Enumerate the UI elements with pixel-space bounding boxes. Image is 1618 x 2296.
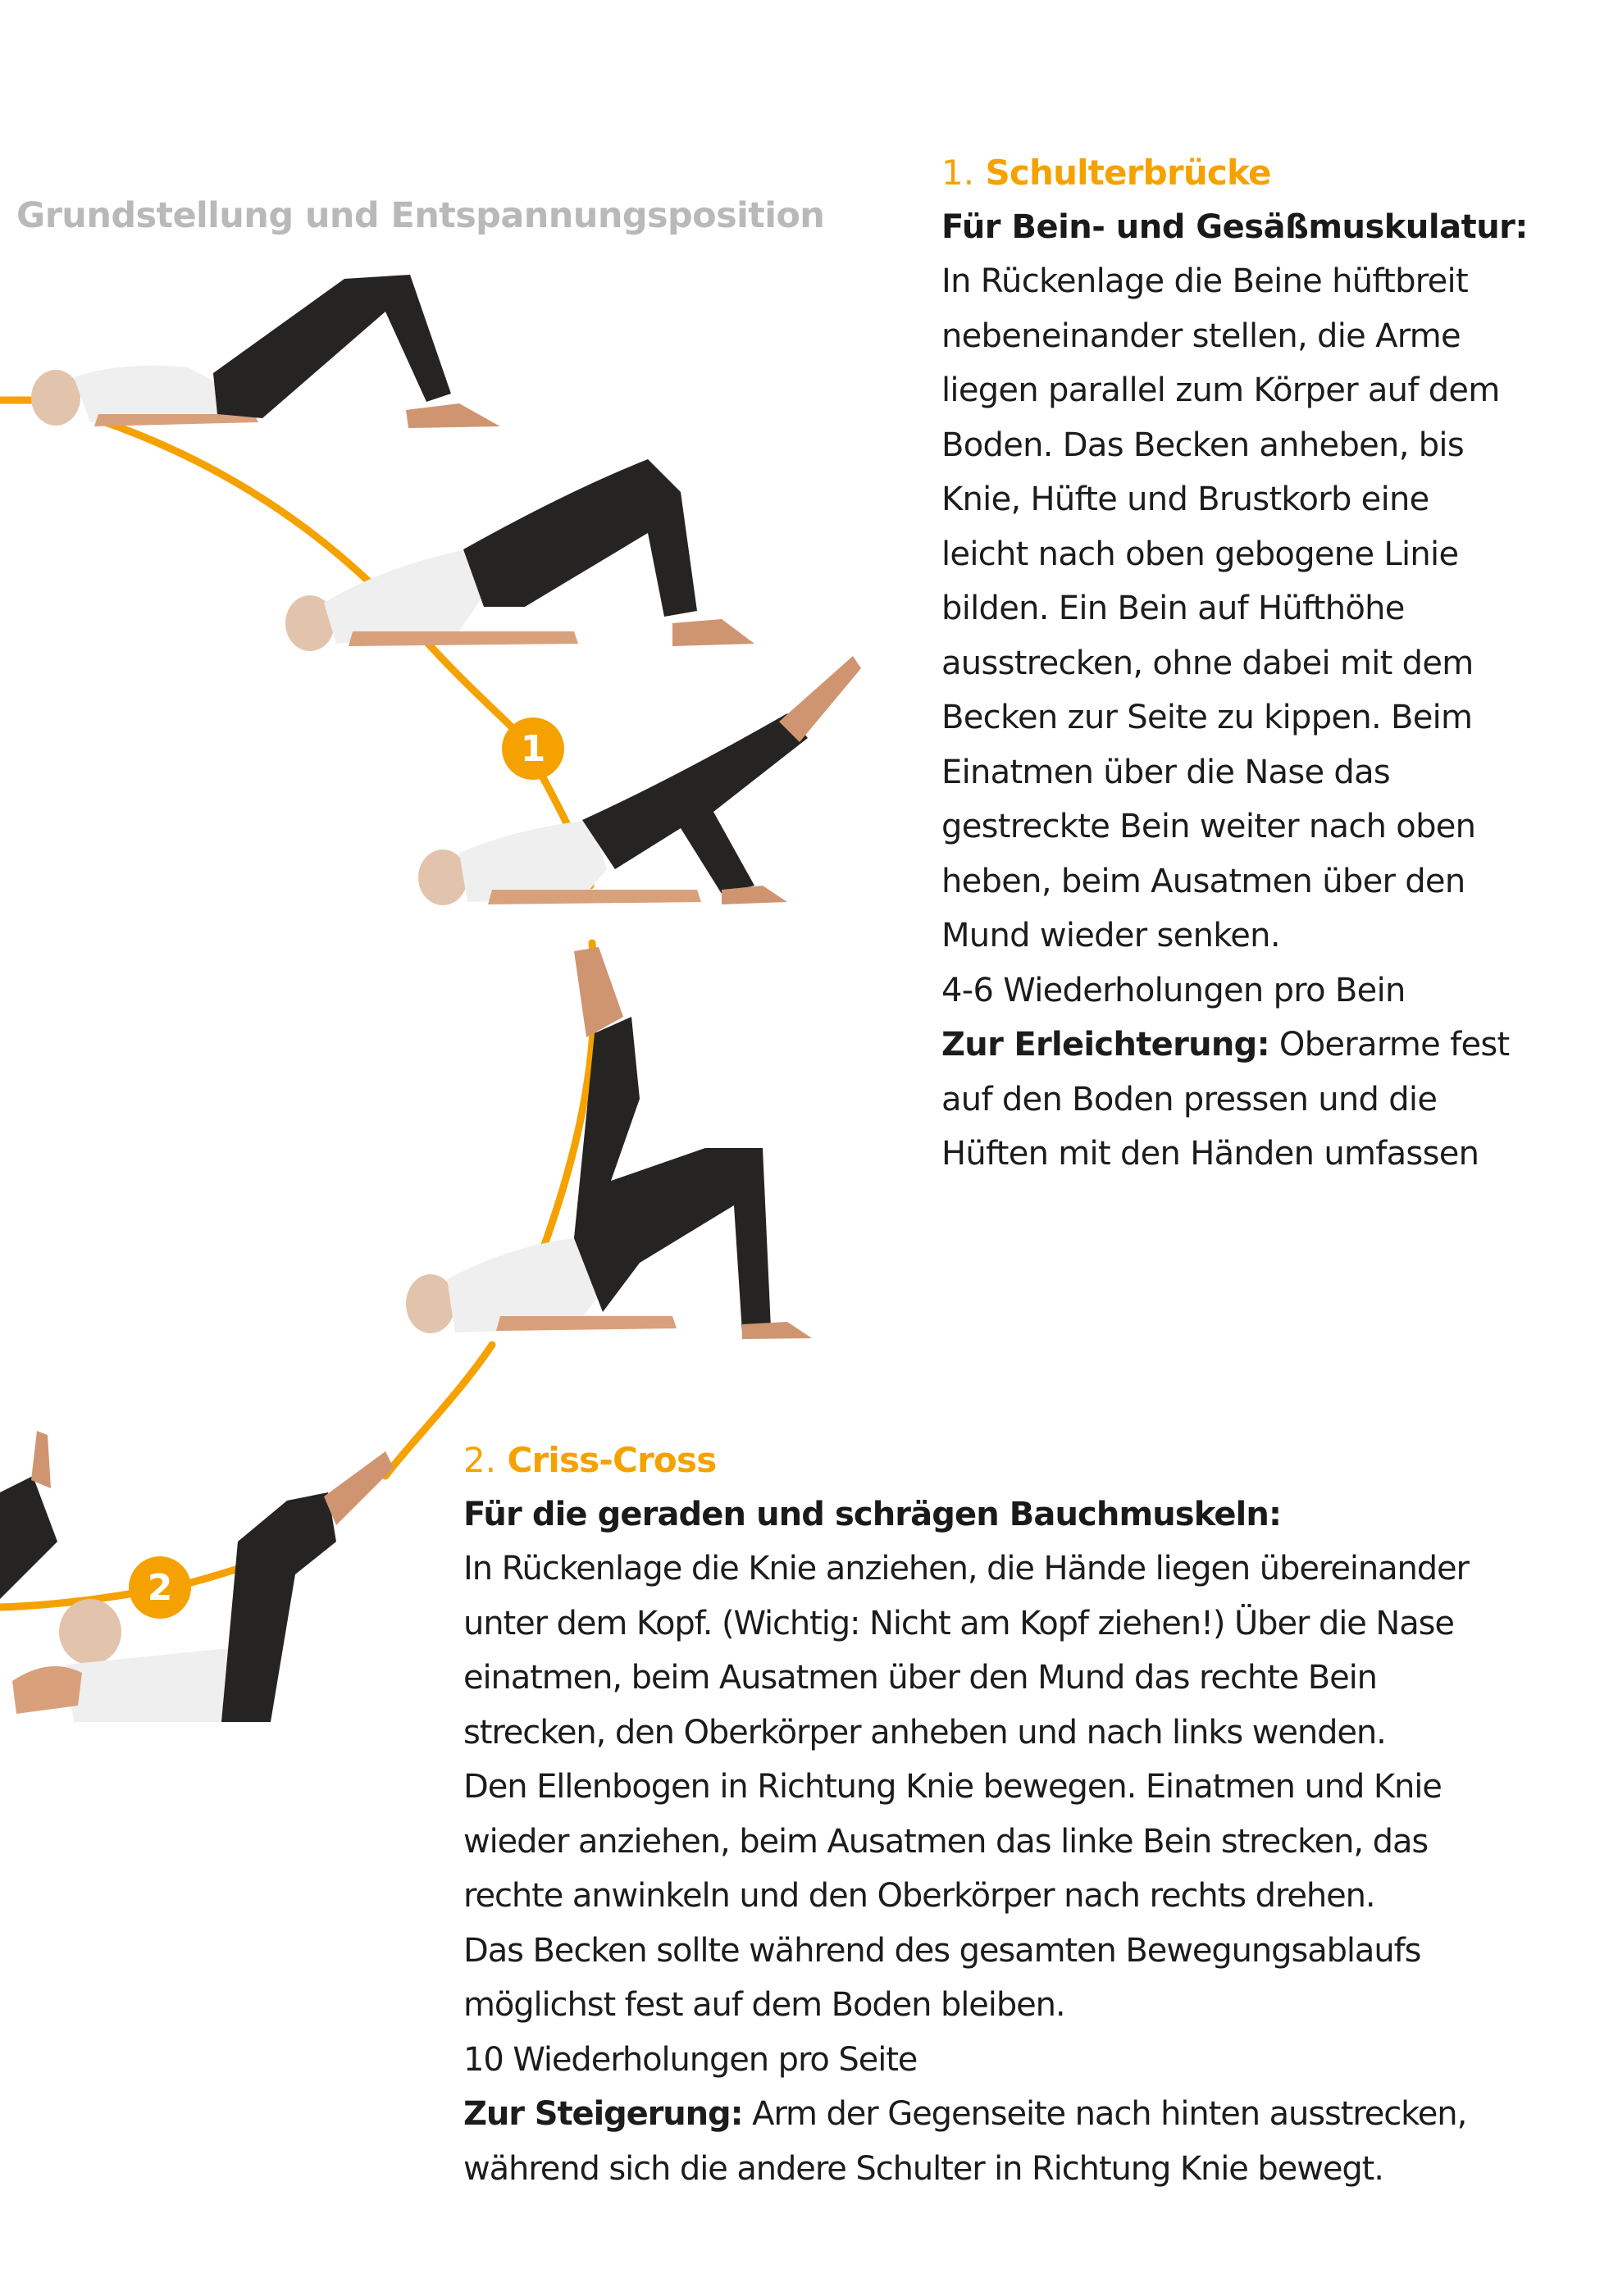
instruction-line: Mund wieder senken. — [941, 917, 1280, 954]
step-marker-label: 1 — [520, 727, 546, 770]
instruction-line: wieder anziehen, beim Ausatmen das linke Bein strecken, das — [463, 1822, 1429, 1861]
instruction-line: Boden. Das Becken anheben, bis — [941, 426, 1464, 464]
instruction-line: In Rückenlage die Beine hüftbreit — [941, 262, 1468, 300]
instruction-line: rechte anwinkeln und den Oberkörper nach rechts drehen. — [463, 1877, 1375, 1915]
exercise-title — [463, 1433, 1603, 1487]
exercise-1-shoulder-bridge — [941, 146, 1597, 1182]
exercise-2-criss-cross — [463, 1433, 1603, 2196]
tip-line: auf den Boden pressen und die — [941, 1080, 1438, 1118]
tip-line: während sich die andere Schulter in Richtung Knie bewegt. — [463, 2149, 1383, 2188]
figure-basic-position — [31, 275, 500, 428]
instruction-line: unter dem Kopf. (Wichtig: Nicht am Kopf ziehen!) Über die Nase — [463, 1604, 1454, 1642]
instruction-line: Becken zur Seite zu kippen. Beim — [941, 699, 1473, 736]
figure-bridge-leg-extended — [418, 656, 861, 905]
figure-shoulder-bridge — [285, 459, 754, 651]
instruction-line: liegen parallel zum Körper auf dem — [941, 371, 1500, 409]
figure-criss-cross — [0, 1431, 394, 1722]
instruction-line: nebeneinander stellen, die Arme — [941, 317, 1461, 355]
instruction-line: Knie, Hüfte und Brustkorb eine — [941, 481, 1429, 518]
step-marker-2 — [129, 1556, 191, 1619]
instruction-line: heben, beim Ausatmen über den — [941, 862, 1465, 900]
repetitions: 10 Wiederholungen pro Seite — [463, 2040, 918, 2079]
step-marker-1 — [502, 718, 564, 780]
instruction-line: möglichst fest auf dem Boden bleiben. — [463, 1986, 1065, 2024]
instruction-line: In Rückenlage die Knie anziehen, die Hände liegen übereinander — [463, 1550, 1469, 1588]
tip-line: Hüften mit den Händen umfassen — [941, 1135, 1479, 1173]
exercise-number: 1. — [941, 153, 975, 193]
tip-label: Zur Erleichterung: — [941, 1026, 1269, 1064]
instruction-line: Einatmen über die Nase das — [941, 753, 1391, 791]
repetitions: 4-6 Wiederholungen pro Bein — [941, 971, 1406, 1009]
exercise-name: Criss-Cross — [507, 1440, 717, 1480]
exercise-number: 2. — [463, 1440, 497, 1480]
exercise-title — [941, 146, 1597, 200]
tip-label: Zur Steigerung: — [463, 2095, 743, 2133]
instruction-line: leicht nach oben gebogene Linie — [941, 535, 1459, 573]
exercise-target-muscles: Für Bein- und Gesäßmuskulatur: — [941, 208, 1528, 246]
intro-heading: Grundstellung und Entspannungsposition — [16, 195, 825, 236]
instruction-line: bilden. Ein Bein auf Hüfthöhe — [941, 590, 1405, 627]
tip-text: Arm der Gegenseite nach hinten ausstrecken, — [742, 2095, 1467, 2133]
instruction-line: Den Ellenbogen in Richtung Knie bewegen. Einatmen und Knie — [463, 1768, 1442, 1806]
tip-line — [941, 1018, 1597, 1073]
exercise-name: Schulterbrücke — [985, 153, 1271, 193]
instruction-line: gestreckte Bein weiter nach oben — [941, 808, 1476, 845]
instruction-line: strecken, den Oberkörper anheben und nach links wenden. — [463, 1713, 1386, 1752]
figure-bridge-leg-vertical — [406, 947, 812, 1339]
tip-line — [463, 2087, 1603, 2142]
instruction-line: einatmen, beim Ausatmen über den Mund das rechte Bein — [463, 1659, 1377, 1697]
step-marker-label: 2 — [147, 1566, 173, 1609]
instruction-line: Das Becken sollte während des gesamten Bewegungsablaufs — [463, 1931, 1421, 1970]
tip-text: Oberarme fest — [1269, 1026, 1510, 1064]
instruction-line: ausstrecken, ohne dabei mit dem — [941, 644, 1474, 682]
exercise-target-muscles: Für die geraden und schrägen Bauchmuskeln: — [463, 1496, 1282, 1533]
